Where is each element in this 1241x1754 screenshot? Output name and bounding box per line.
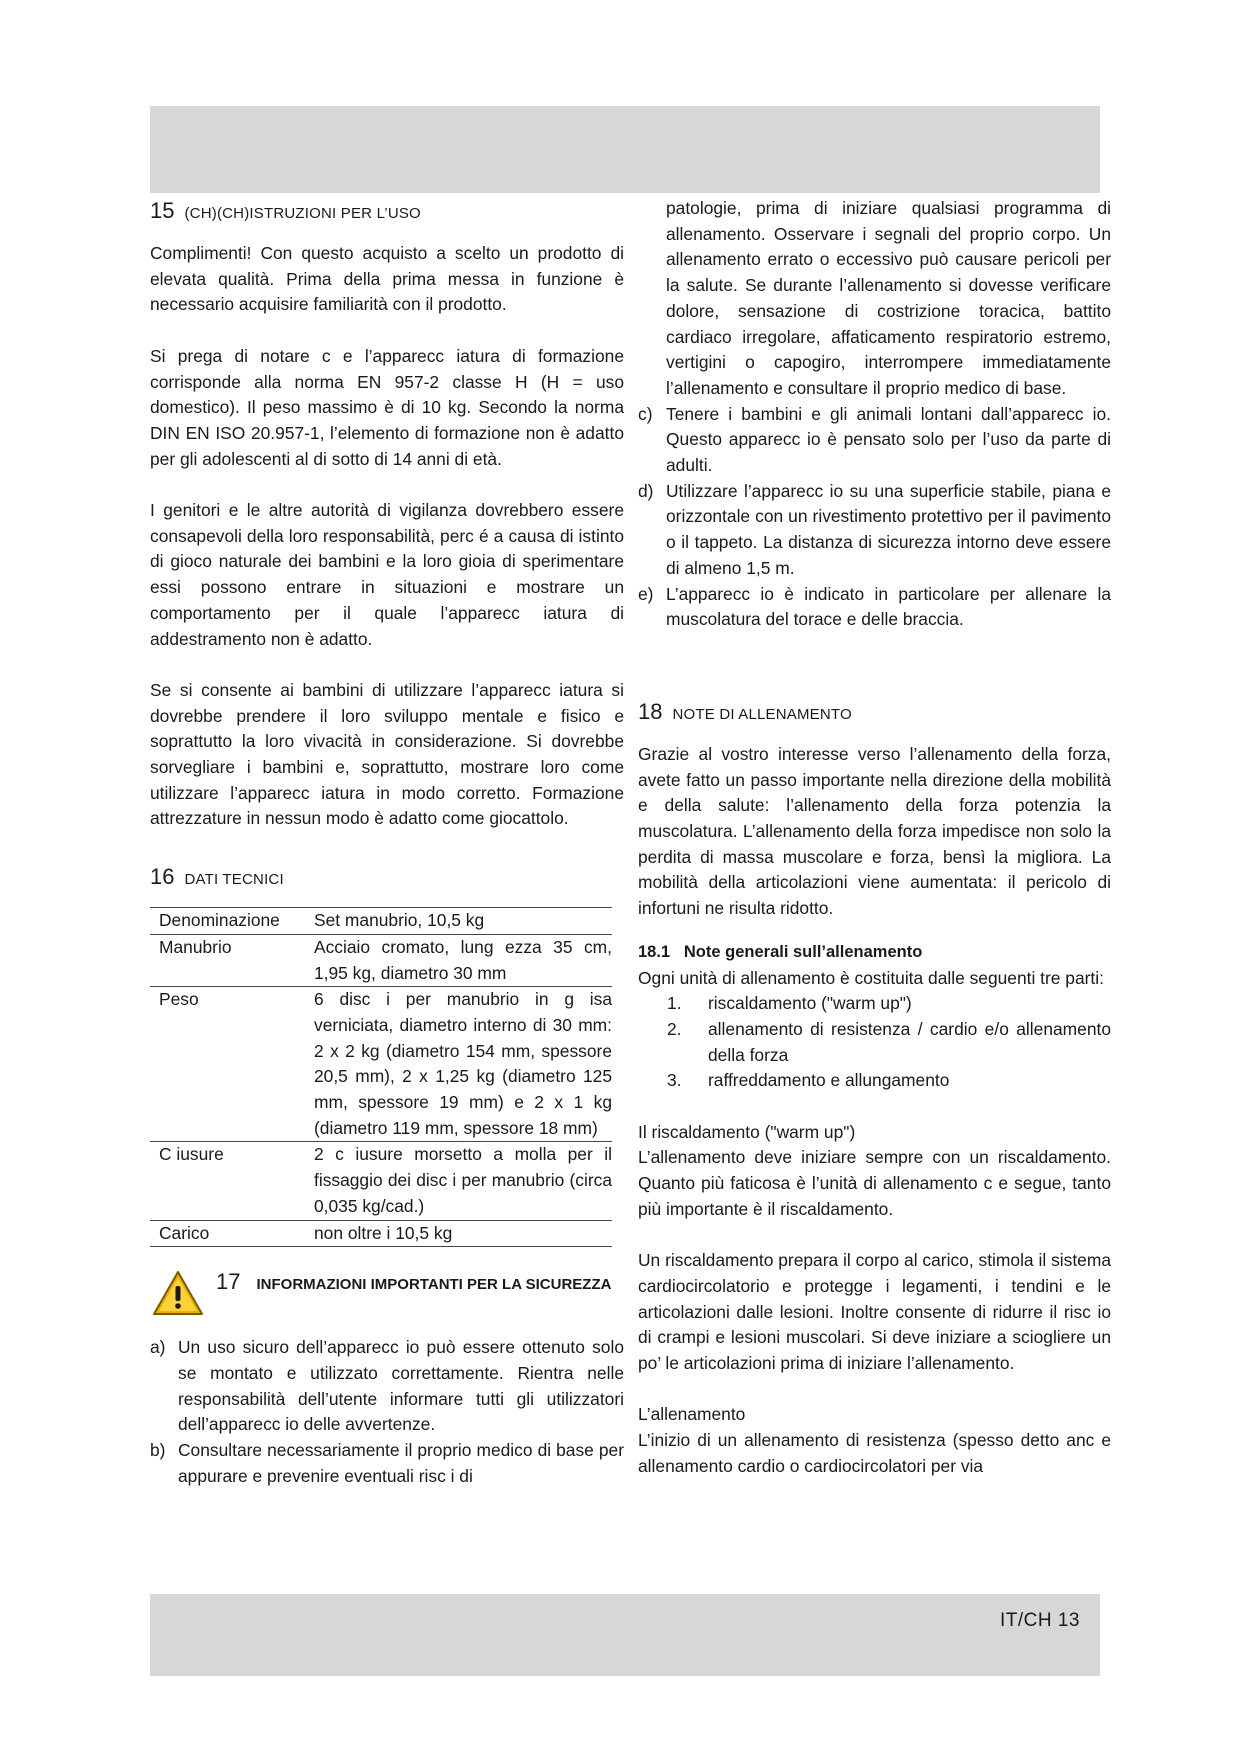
list-marker: 3. (667, 1070, 682, 1091)
sec15-paragraph-2: Si prega di notare c e l’apparecc iatura di formazione corrisponde alla norma EN 957-2 classe H (H = uso domestico). Il peso massimo è di 10 kg. Secondo la norma DIN EN ISO 20.957-1, l’elemento di formazione non è adatto per gli adolescenti al di sotto di 14 anni di età. (150, 345, 624, 469)
spec-value: non oltre i 10,5 kg (314, 1222, 453, 1243)
training-paragraph: L’inizio di un allenamento di resistenza (spesso detto anc e allenamento cardio o cardiocircolatori per via (638, 1430, 1111, 1476)
table-row (150, 987, 612, 1142)
warmup-paragraph-1: L’allenamento deve iniziare sempre con un riscaldamento. Quanto più faticosa è l’unità di allenamento c e segue, tanto più importante è il riscaldamento. (638, 1147, 1111, 1219)
list-marker: c) (638, 403, 653, 424)
spec-key: Denominazione (159, 910, 280, 931)
page-number: IT/CH 13 (999, 1610, 1080, 1631)
list-item (150, 1438, 624, 1489)
sec18-intro: Grazie al vostro interesse verso l’allenamento della forza, avete fatto un passo importante nella direzione della mobilità e della salute: l’allenamento della forza potenzia la muscolatura. L’allenamento della forza impedisce non solo la perdita di massa muscolare e forza, bensì la migliora. La mobilità della articolazioni viene aumentata: il pericolo di infortuni ne risulta ridotto. (638, 743, 1111, 919)
safety-list-left (150, 1335, 624, 1489)
list-item-text: Un uso sicuro dell’apparecc io può essere ottenuto solo se montato e utilizzato correttamente. Rientra nelle responsabilità dell’utente informare tutti gli utilizzatori dell’apparecc io delle avvertenze. (178, 1337, 624, 1435)
section-18-heading (638, 697, 1111, 730)
spec-value: Set manubrio, 10,5 kg (314, 910, 485, 931)
spec-value: 2 c iusure morsetto a molla per il fissaggio dei disc i per manubrio (circa 0,035 kg/cad.) (314, 1144, 612, 1216)
safety-continuation: patologie, prima di iniziare qualsiasi programma di allenamento. Osservare i segnali del proprio corpo. Un allenamento errato o eccessivo può causare pericoli per la salute. Se durante l’allenamento si dovesse verificare dolore, sensazione di costrizione toracica, battito cardiaco irregolare, affaticamento respiratorio estremo, vertigini o capogiro, interrompere immediatamente l’allenamento e consultare il proprio medico di base. (666, 198, 1111, 398)
subsection-title: Note generali sull’allenamento (683, 942, 923, 961)
list-marker: d) (638, 480, 654, 501)
subsection-number: 18.1 (638, 942, 671, 961)
spec-key: Carico (159, 1222, 210, 1243)
header-band (150, 106, 1100, 193)
left-column (150, 196, 624, 1489)
table-row (150, 908, 612, 935)
list-item (638, 402, 1111, 479)
footer-band (150, 1594, 1100, 1676)
list-marker: b) (150, 1440, 166, 1461)
spec-key: Manubrio (159, 936, 232, 957)
tech-data-table (150, 907, 612, 1247)
section-18-title: NOTE DI ALLENAMENTO (672, 705, 852, 723)
sec15-paragraph-4: Se si consente ai bambini di utilizzare l’apparecc iatura si dovrebbe prendere il loro sviluppo mentale e fisico e soprattutto la loro vivacità in considerazione. Si dovrebbe sorvegliare i bambini e, soprattutto, mostrare loro come utilizzare l’apparecc iatura in modo corretto. Formazione attrezzature in nessun modo è adatto come giocattolo. (150, 679, 624, 829)
list-item (638, 991, 1111, 1017)
spec-key: Peso (159, 989, 199, 1010)
warmup-heading: Il riscaldamento ("warm up") (638, 1121, 856, 1142)
list-item-text: raffreddamento e allungamento (708, 1070, 950, 1091)
training-heading: L’allenamento (638, 1404, 746, 1425)
warning-icon (152, 1269, 204, 1317)
table-row (150, 934, 612, 986)
section-16-heading (150, 862, 624, 895)
section-17-number: 17 (216, 1269, 241, 1295)
list-marker: e) (638, 583, 654, 604)
section-15-number: 15 (150, 198, 175, 223)
list-item-text: Tenere i bambini e gli animali lontani dall’apparecc io. Questo apparecc io è pensato solo per l’uso da parte di adulti. (666, 403, 1111, 476)
list-item (638, 1068, 1111, 1094)
list-item (638, 479, 1111, 582)
section-15-heading (150, 196, 624, 229)
spec-value: 6 disc i per manubrio in g isa verniciata, diametro interno di 30 mm: 2 x 2 kg (diametro 154 mm, spessore 20,5 mm), 2 x 1,25 kg (diametro 125 mm, spessore 19 mm) e 2 x 1 kg (diametro 119 mm, spessore 18 mm) (314, 989, 612, 1138)
list-marker: 1. (667, 993, 682, 1014)
section-17-heading (150, 1267, 624, 1323)
list-item-text: Consultare necessariamente il proprio medico di base per appurare e prevenire eventuali risc i di (178, 1440, 624, 1486)
table-row (150, 1142, 612, 1220)
section-18-number: 18 (638, 698, 663, 724)
safety-list-right (638, 402, 1111, 633)
section-15-title: (CH)(CH)ISTRUZIONI PER L’USO (184, 205, 421, 222)
list-item-text: L’apparecc io è indicato in particolare per allenare la muscolatura del torace e delle braccia. (666, 583, 1111, 630)
training-steps (638, 991, 1111, 1094)
sub-intro: Ogni unità di allenamento è costituita dalle seguenti tre parti: (638, 967, 1104, 988)
list-item (150, 1335, 624, 1438)
spec-key: C iusure (159, 1144, 224, 1165)
list-marker: 2. (667, 1018, 682, 1039)
list-item (638, 1017, 1111, 1068)
list-marker: a) (150, 1337, 166, 1358)
section-17-title: INFORMAZIONI IMPORTANTI PER LA SICUREZZA (256, 1276, 612, 1294)
list-item-text: Utilizzare l’apparecc io su una superficie stabile, piana e orizzontale con un rivestimento protettivo per il pavimento o il tappeto. La distanza di sicurezza intorno deve essere di almeno 1,5 m. (666, 480, 1111, 578)
list-item (638, 582, 1111, 633)
spec-value: Acciaio cromato, lung ezza 35 cm, 1,95 kg, diametro 30 mm (314, 936, 612, 983)
list-item-text: riscaldamento ("warm up") (708, 993, 912, 1014)
sec15-paragraph-3: I genitori e le altre autorità di vigilanza dovrebbero essere consapevoli della loro responsabilità, perc é a causa di istinto di gioco naturale dei bambini e la loro gioia di sperimentare essi possono entrare in situazioni e mostrare un comportamento per il quale l’apparecc iatura di addestramento non è adatto. (150, 500, 624, 649)
sec15-paragraph-1: Complimenti! Con questo acquisto a scelto un prodotto di elevata qualità. Prima della prima messa in funzione è necessario acquisire familiarità con il prodotto. (150, 243, 624, 315)
right-column (638, 196, 1111, 1480)
section-16-title: DATI TECNICI (184, 871, 284, 889)
list-item-text: allenamento di resistenza / cardio e/o allenamento della forza (708, 1018, 1111, 1065)
subsection-18-1-heading (638, 940, 1111, 966)
table-row (150, 1220, 612, 1247)
warmup-paragraph-2: Un riscaldamento prepara il corpo al carico, stimola il sistema cardiocircolatorio e protegge i legamenti, i tendini e le articolazioni dalle lesioni. Inoltre consente di ridurre il risc io di crampi e lesioni muscolari. Si deve iniziare a sciogliere un po’ le articolazioni prima di iniziare l’allenamento. (638, 1250, 1111, 1374)
section-16-number: 16 (150, 864, 175, 890)
